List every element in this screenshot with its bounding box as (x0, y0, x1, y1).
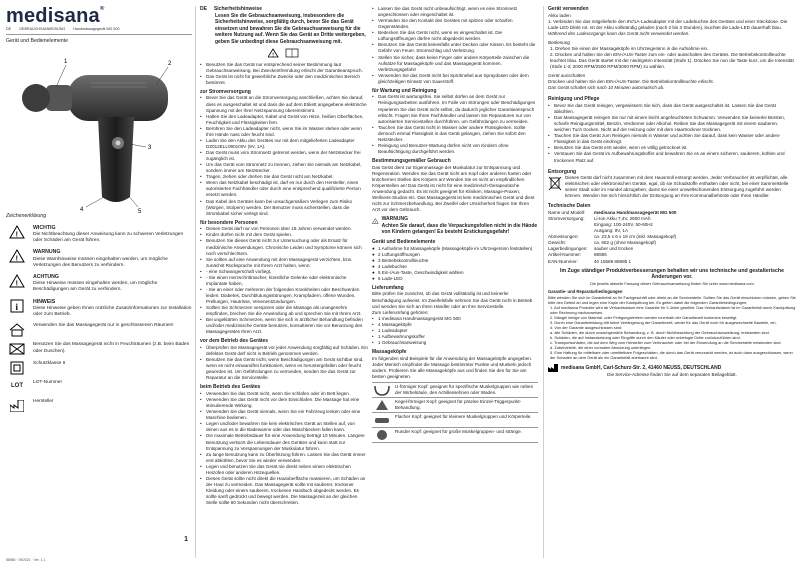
tech-table (548, 210, 796, 265)
list-item-text: Das Massagegerät reinigen Sie nur mit einem leicht angefeuchteten Schwamm. Verwenden Sie keinerlei Bürsten, scharfe Reinigungsmittel, Benzin, Verdünner oder Alkohol. Reiben Sie das Massagegerät mit einem sauberen, weichen Tuch trocken. Nicht auf der Heizung oder mit dem Haartrockner trocknen. (554, 115, 786, 133)
symbol-text: Schutzklasse II (33, 361, 66, 367)
list-item (548, 52, 796, 70)
charge-text: 1. Verbinden Sie das mitgelieferte den 9V/1A-Ladeadapter mit der Ladebuchse des Gerätes und einer Steckdose. Die Lade-LED blinkt rot. Ist der Akku vollständig geladen (nach 2 bis 3 Stunden), leuchtet die Lade-LED dauerhaft blau. (548, 18, 788, 30)
page-number: 1 (184, 535, 188, 543)
list-item-text: 4 Massageköpfe (378, 321, 412, 327)
tech-row (548, 259, 796, 265)
list-item-text: 3 Betriebskontrollleuchte (378, 257, 429, 263)
list-item: • Bevor Sie das Gerät an die Stromversorgung anschließen, achten Sie darauf, dass es ausgeschaltet ist und dass die auf dem Etikett angegebene elektrische Spannung mit der Ihrer Netzspannung übereinstimmt. (200, 95, 367, 113)
disposal-text: Dieses Gerät darf nicht zusammen mit dem Hausmüll entsorgt werden. Jeder Verbraucher ist verpflichtet, alle elektrischen oder elektronischen Geräte, egal, ob sie Schadstoffe enthalten oder nicht, bei einer Sammelstelle seiner Stadt oder im Handel abzugeben, damit sie einer umweltschonenden Entsorgung zugeführt werden können. Wenden Sie sich hinsichtlich der Entsorgung an Ihre Kommunalbehörde oder Ihren Händler. (565, 175, 789, 199)
callout-4: 4 (80, 206, 84, 213)
list-item-text: Zu lange Benutzung kann zu Überhitzung führen. Lassen Sie das Gerät immer erst abkühlen, bevor Sie es wieder verwenden. (206, 451, 366, 463)
cleaning-title: Reinigung und Pflege (548, 96, 600, 103)
list-item: • Legen und/oder bewahren Sie kein elektrisches Gerät an Stellen auf, von denen aus es in die Badewanne oder das Waschbecken fallen kann. (200, 421, 368, 433)
list-item: • Bei ungeklärten Schmerzen, wenn Sie sich in ärztlicher Behandlung befinden und/oder medizinische Geräte benutzen, konsultieren Sie vor Benutzung des Massagegerätes Ihren Arzt. (200, 317, 368, 335)
column-3 (372, 6, 538, 562)
off-note: Das Gerät schaltet sich nach 10 Minuten automatisch ab. (548, 85, 665, 91)
list-item: • Benutzen Sie das Gerät nicht, wenn Beschädigungen am Gerät sichtbar sind, wenn es nicht einwandfrei funktioniert, wenn es heruntergefallen oder feucht geworden ist. Um Gefährdungen zu vermeiden, senden Sie das Gerät zur Reparatur an die Servicestelle. (200, 357, 368, 381)
svg-text:!: ! (272, 51, 274, 58)
list-item-text: 1. Drehen Sie einen der Massageköpfe im Uhrzeigersinn in die Aufnahme ein. (550, 45, 709, 51)
column-1 (6, 6, 192, 562)
list-item: • Berühren Sie den Ladeadapter nicht, wenn Sie im Wasser stehen oder wenn Ihre Hände nass oder feucht sind. (200, 126, 368, 138)
document-type: GEBRAUCHSANWEISUNG (19, 27, 66, 31)
list-item-text: Das Gerät ist nicht für gewerbliche Zwecke oder den medizinischen Bereich bestimmt. (206, 73, 360, 85)
list-item: • Tauchen Sie das Gerät zum Reinigen niemals in Wasser und achten Sie darauf, dass kein Wasser oder andere Flüssigkeit in das Gerät eindringt. (548, 133, 796, 145)
heads-title: Massageköpfe (372, 349, 407, 356)
list-item: • Benutzen Sie das Gerät keinesfalls unter Decken oder Kissen. Es besteht die Gefahr von Feuer, Stromschlag und Verletzung. (372, 42, 538, 54)
list-item-text: - eine Schwangerschaft vorliegt, (206, 268, 272, 274)
list-item: • Tragen, ziehen oder drehen Sie das Gerät nicht am Netzkabel. (200, 174, 334, 180)
controls-list (372, 246, 538, 282)
symbol-item (6, 249, 192, 269)
list-item-text: Bevor Sie das Gerät an die Stromversorgung anschließen, achten Sie darauf, dass es ausgeschaltet ist und dass die auf dem Etikett angegebene elektrische Spannung mit der Ihrer Netzspannung übereinstimmt. (206, 95, 367, 113)
list-item: • Vermeiden Sie den Kontakt des Gerätes mit spitzen oder scharfen Gegenständen. (372, 18, 538, 30)
head-description: Runder Kopf: geeignet für große Muskelgruppen- und stränge. (395, 429, 522, 435)
list-item-text: Tauchen Sie das Gerät zum Reinigen niemals in Wasser und achten Sie darauf, dass kein Wasser oder andere Flüssigkeit in das Gerät eindringt. (554, 133, 780, 145)
warning-sign-icon (6, 249, 28, 263)
safety-title: Sicherheitshinweise (213, 6, 263, 12)
list-item: ● 1 Aufnahme für Massageköpfe (Massageköpfe im Uhrzeigersinn feststellen) (372, 245, 533, 251)
symbol-label: ACHTUNG (33, 274, 59, 280)
list-item: • Sie sollten auf eine Anwendung mit dem Massagegerät verzichten, bzw. zunächst Rücksprache mit Ihrem Arzt halten, wenn: (200, 257, 368, 269)
list-item: • Um das Gerät vom Stromnetz zu trennen, ziehen Sie niemals am Netzkabel, sondern immer am Netzstecker. (200, 162, 368, 174)
warranty-title: Garantie- und Reparaturbedingungen (548, 289, 623, 295)
list-item: • Kinder dürfen nicht mit dem Gerät spielen. (200, 232, 293, 238)
column-2 (200, 6, 368, 562)
manufacturer-icon (548, 364, 558, 372)
list-item-text: 1 Ladeadapter (378, 327, 408, 333)
u-shaped-head-icon (372, 384, 392, 396)
tech-value: Li-Ion Akku 7,4V, 2600 mAh (594, 216, 651, 222)
list-item-text: Lassen Sie das Gerät nicht unbeaufsichtigt, wenn es eine Stromnetz angeschlossen oder eingeschaltet ist. (378, 6, 518, 18)
tech-key: EAN-Nummer: (548, 258, 578, 264)
list-item: • Reinigung und Benutzer-Wartung dürfen nicht von Kindern ohne Beaufsichtigung durchgeführt werden. (372, 143, 538, 155)
list-item: • Zu lange Benutzung kann zu Überhitzung führen. Lassen Sie das Gerät immer erst abkühlen, bevor Sie es wieder verwenden. (200, 452, 368, 464)
list-item-text: Bei ungeklärten Schmerzen, wenn Sie sich in ärztlicher Behandlung befinden und/oder medizinische Geräte benutzen, konsultieren Sie vor Benutzung des Massagegerätes Ihren Arzt. (206, 317, 363, 335)
lot-icon: LOT (11, 383, 23, 390)
list-item: • Dieses Gerät darf nur von Personen über 18 Jahren verwendet werden. (200, 226, 352, 232)
users-list (200, 226, 368, 335)
warranty-intro: Bitte wenden Sie sich im Garantiefall an Ihr Fachgeschäft oder direkt an die Servicestelle. Sollten Sie das Gerät einschicken müssen, geben Sie bitte den Defekt an und legen eine Kopie der Kaufquittung bei. Es gelten dabei die folgenden Garantiebedingungen: (548, 294, 796, 305)
round-head-icon (372, 429, 392, 441)
warranty-list (548, 305, 796, 360)
list-item: • Bedecken Sie das Gerät nicht, wenn es eingeschaltet ist. Die Lüftungsöffnungen dürfen nicht abgedeckt werden. (372, 30, 538, 42)
list-item: • Das Massagegerät reinigen Sie nur mit einem leicht angefeuchteten Schwamm. Verwenden Sie keinerlei Bürsten, scharfe Reinigungsmittel, Benzin, Verdünner oder Alkohol. Reiben Sie das Massagegerät mit einem sauberen, weichen Tuch trocken. Nicht auf der Heizung oder mit dem Haartrockner trocknen. (548, 115, 796, 133)
list-item: ● 6 Lade-LED (372, 275, 403, 281)
operation-subtitle: Bedienung (548, 39, 570, 45)
changes-notice: Im Zuge ständiger Produktverbesserungen behalten wir uns technische und gestalterische Änderungen vor. (560, 267, 784, 281)
symbol-legend (6, 225, 192, 414)
list-item (548, 305, 796, 315)
tech-key: Stromversorgung: (548, 216, 585, 222)
symbol-item (6, 380, 192, 394)
device-handle (98, 117, 134, 202)
svg-text:i: i (15, 301, 19, 312)
manufacturer-address: medisana GmbH, Carl-Schurz-Str. 2, 41460 NEUSS, DEUTSCHLAND (561, 364, 722, 371)
list-item-text: Kinder dürfen nicht mit dem Gerät spielen. (206, 232, 293, 238)
list-item-text: Überprüfen Sie Massagegerät vor jeder Anwendung sorgfältig auf Schäden. Ein defektes Gerät darf nicht in Betrieb genommen werden. (206, 345, 368, 357)
document-subheader (6, 27, 192, 35)
list-item: • Bevor Sie das Gerät reinigen, vergewissern Sie sich, dass das Gerät ausgeschaltet ist. Lassen Sie das Gerät abkühlen. (548, 103, 796, 115)
list-item-text: Das Kabel des Gerätes kann bei unsachgemäßem Verlegen zum Risiko (Würgen, Stolpern) werden. Der Benutzer muss sicherstellen, dass die Stromkabel sicher verlegt sind. (206, 198, 353, 216)
head-description: Kegel-förmiger Kopf: geeignet für präzise Einzel-Triggerpunkt-Behandlung. (395, 399, 522, 411)
head-row (372, 397, 538, 412)
footer-code: 88985 · 09/2021 · Ver. 1.1 (6, 557, 46, 562)
svg-text:!: ! (15, 255, 18, 263)
list-item-text: Sie sollten auf eine Anwendung mit dem Massagegerät verzichten, bzw. zunächst Rücksprache mit Ihrem Arzt halten, wenn: (206, 256, 353, 268)
list-item-text: Dieses Gerät darf nur von Personen über 18 Jahren verwendet werden. (206, 226, 352, 232)
list-item-text: Verwenden Sie das Gerät nicht, wenn Sie schlafen oder im Bett liegen. (206, 391, 351, 396)
symbol-text: Benutzen Sie das Massagegerät nicht in Feuchträumen (z.B. beim Baden oder Duschen). (33, 342, 190, 354)
intended-use-title: Bestimmungsgemäßer Gebrauch (372, 158, 451, 165)
scope-title: Lieferumfang (372, 284, 404, 291)
warning-triangle-icon (372, 216, 379, 226)
list-item-text: Bevor Sie das Gerät reinigen, vergewissern Sie sich, dass das Gerät ausgeschaltet ist. Lassen Sie das Gerät abkühlen. (554, 102, 776, 114)
list-item: • Das Gerät ist wartungsfrei. Sie selbst dürfen an dem Gerät nur Reinigungsarbeiten ausführen. Im Falle von Störungen oder Beschädigungen reparieren Sie das Gerät nicht selbst, da dadurch jeglicher Garantieanspruch erlischt. Fragen Sie Ihren Fachhändler und lassen Sie Reparaturen nur von autorisierten Servicestellen durchführen, um Gefährdungen zu vermeiden. (372, 94, 538, 124)
flat-head-icon (372, 414, 392, 426)
callout-3: 3 (148, 144, 152, 151)
power-section-title: zur Stromversorgung (200, 88, 251, 95)
language-tab: DE (200, 6, 207, 12)
list-item-text: 2. Mängel infolge von Material- oder Fertigungsfehlern werden innerhalb der Garantiezeit kostenlos beseitigt. (550, 314, 738, 320)
head-description: Flacher Kopf: geeignet für kleinere Muskelgruppen und Körperteile. (395, 414, 532, 420)
list-item-text: 5 Ein-/Aus-Taste, Geschwindigkeit wählen (378, 269, 464, 275)
symbols-title: Zeichenerklärung (6, 212, 47, 219)
list-item-text: Wenn das Netzkabel beschädigt ist, darf es nur durch den Hersteller, einen autorisierten Fachhändler oder durch eine entsprechend qualifizierte Person ersetzt werden. (206, 180, 361, 198)
list-item: • Verwenden Sie das Gerät niemals, wenn Sie ein Fahrzeug lenken oder eine Maschine bedienen. (200, 409, 368, 421)
manufacturer-icon (6, 399, 28, 413)
list-item: • Stellen Sie sicher, dass keine Finger oder andere Körperteile zwischen die Aufsätze für Massageköpfe und das Massagegerät kommen. Verletzungsgefahr! (372, 55, 538, 73)
list-item: • Legen und benutzen Sie das Gerät nie direkt neben einem elektrischen Heizofen oder anderen Hitzequellen. (200, 464, 368, 476)
operation-title: Gerät verwenden (548, 6, 589, 12)
scope-list (372, 316, 538, 346)
list-item-text: Halten Sie den Ladeadapter, Kabel und Gerät von Hitze, heißen Oberflächen, Feuchtigkeit und Flüssigkeiten fern. (206, 113, 364, 125)
list-item: • Verstauen Sie das Gerät im Aufbewahrungskoffer und bewahren Sie es an einem sicheren, sauberen, kühlen und trockenen Platz auf. (548, 151, 796, 163)
list-item-text: Benutzen Sie das Gerät erst wieder, wenn es völlig getrocknet ist. (554, 145, 688, 151)
symbol-text: Hersteller (33, 399, 54, 405)
list-item-text: Bedecken Sie das Gerät nicht, wenn es eingeschaltet ist. Die Lüftungsöffnungen dürfen nicht abgedeckt werden. (378, 30, 503, 42)
no-water-icon (6, 342, 28, 356)
safety-general-list (200, 62, 368, 86)
list-item: • Das Gerät ist nicht für gewerbliche Zwecke oder den medizinischen Bereich bestimmt. (200, 74, 368, 86)
tech-key: Gewicht: (548, 240, 566, 246)
indoor-house-icon (6, 323, 28, 337)
list-item: • Verwenden Sie das Gerät nicht bei Sprühnebel aus Spraydosen oder dem gleichzeitigen Einsatz von Sauerstoff. (372, 73, 538, 85)
disposal-title: Entsorgung (548, 168, 577, 175)
column-4 (548, 6, 796, 562)
tech-key: Abmessungen: (548, 234, 579, 240)
list-item-text: Verwenden Sie das Gerät nicht vor dem Einschlafen. Die Massage hat eine stimulierende Wirkung. (206, 397, 360, 409)
warning-sign-icon (6, 274, 28, 288)
callout-2: 2 (168, 60, 172, 67)
list-item-text: Verstauen Sie das Gerät im Aufbewahrungskoffer und bewahren Sie es an einem sicheren, sauberen, kühlen und trockenen Platz auf. (554, 151, 785, 163)
tech-value: sauber und trocken (594, 246, 634, 252)
users-section-title: für besondere Personen (200, 219, 258, 226)
packaging-warning (372, 216, 538, 236)
list-item-text: 1. Auf medisana Produkte wird ab Verkaufsdatum eine Garantie für 3 Jahre gewährt. Das Verkaufsdatum ist im Garantiefall durch Kaufquittung oder Rechnung nachzuweisen. (550, 304, 796, 315)
symbol-item (6, 342, 192, 356)
svg-text:!: ! (374, 221, 376, 225)
heads-table (372, 382, 538, 443)
list-item: ● 2 Lüftungsöffnungen (372, 251, 420, 257)
list-item-text: Stellen Sie sicher, dass keine Finger oder andere Körperteile zwischen die Aufsätze für Massageköpfe und das Massagegerät kommen. Verletzungsgefahr! (378, 54, 530, 72)
list-item-text: - Sie an einer oder mehreren der folgenden Krankheiten oder Beschwerden leiden: Diabetes, Durchblutungsstörungen, Krampfadern, offene Wunden, Prellungen, Hautrisse, Venenentzündungen. (206, 286, 360, 305)
list-item-text: Benutzen Sie das Gerät keinesfalls unter Decken oder Kissen. Es besteht die Gefahr von Feuer, Stromschlag und Verletzung. (378, 42, 536, 54)
symbol-label: WARNUNG (33, 249, 61, 256)
list-item: • Verwenden Sie das Gerät nicht, wenn Sie schlafen oder im Bett liegen. (200, 391, 351, 396)
symbol-item (6, 361, 192, 375)
controls-title: Gerät und Bedienelemente (372, 238, 436, 245)
list-item-text: 3. Durch eine Garantieleistung tritt keine Verlängerung der Garantiezeit, weder für das Gerät noch für ausgewechselte Bauteile, ein. (550, 319, 777, 325)
brand-logo: medisana® (6, 6, 105, 27)
info-icon (6, 299, 28, 313)
charge-note: Während des Ladevorgangs kann das Gerät nicht verwendet werden. (548, 30, 690, 36)
device-list (200, 345, 368, 381)
list-item: • 4 Massageköpfe (372, 321, 412, 327)
protection-class-icon (6, 361, 28, 375)
list-item: • - Sie einen Herzschrittmacher, künstliche Gelenke oder elektronische Implantate haben, (200, 275, 368, 287)
list-item-text: 4 Ladebuchse (378, 263, 407, 269)
symbol-text: Die Nichtbeachtung dieser Anweisung kann zu schweren Verletzungen oder Schäden am Gerät führen. (33, 231, 184, 244)
tech-value: 40 15588 88985 1 (594, 258, 632, 264)
power-list (200, 95, 368, 216)
list-item: ● 4 Ladebuchse (372, 263, 407, 269)
tech-value: ca. 682 g (ohne Massagekopf) (594, 240, 657, 246)
scope-intro: Bitte prüfen Sie zunächst, ob das Gerät vollständig ist und keinerlei Beschädigung aufweist. Im Zweifelsfalle nehmen Sie das Gerät nicht in Betrieb und wenden Sie sich an Ihren Händler oder an Ihre Servicestelle. (372, 291, 533, 309)
list-item: • Überprüfen Sie Massagegerät vor jeder Anwendung sorgfältig auf Schäden. Ein defektes Gerät darf nicht in Betrieb genommen werden. (200, 345, 368, 357)
cleaning-list (548, 103, 796, 164)
list-item-text: Benutzen Sie dieses Gerät nicht zur Untersuchung oder als Ersatz für medizinische Anwendungen. Chronische Leiden und Symptome können sich noch verschlechtern. (206, 238, 362, 256)
tech-value: Ausgang: 9V, 1A (594, 228, 629, 234)
list-item-text: Benutzen Sie das Gerät nur entsprechend seiner Bestimmung laut Gebrauchsanweisung. Bei Zweckentfremdung erlischt der Garantieanspruch. (206, 61, 363, 73)
list-item: • Sollten Sie Schmerzen verspüren oder die Massage als unangenehm empfinden, brechen Sie die Anwendung ab und sprechen Sie mit Ihrem Arzt. (200, 305, 368, 317)
list-item-text: Sollten Sie Schmerzen verspüren oder die Massage als unangenehm empfinden, brechen Sie die Anwendung ab und sprechen Sie mit Ihrem Arzt. (206, 305, 362, 317)
list-item-text: Laden Sie den Akku des Gerätes nur mit dem mitgelieferten Ladeadapter DZ012ELL090100V (9V, 1A). (206, 137, 355, 149)
list-item-text: 2 Lüftungsöffnungen (378, 251, 420, 257)
list-item-text: 1 Aufnahme für Massageköpfe (Massageköpfe im Uhrzeigersinn feststellen) (378, 245, 533, 251)
head-description: U-förmiger Kopf: geeignet für spezifische Muskelgruppen wie neben der Wirbelsäule, den Achillessehnen oder Waden. (395, 383, 534, 395)
column-divider (195, 6, 196, 558)
safety-intro: Lesen Sie die Gebrauchsanweisung, insbesondere die Sicherheitshinweise, sorgfältig durch, bevor Sie das Gerät einsetzen und bewahren Sie die Gebrauchsanweisung für die weitere Nutzung auf. Wenn Sie das Gerät an Dritte weitergeben, geben Sie unbedingt diese Gebrauchsanweisung mit. (215, 12, 366, 45)
symbol-item (6, 399, 192, 413)
list-item-text: Verwenden Sie das Gerät niemals, wenn Sie ein Fahrzeug lenken oder eine Maschine bedienen. (206, 409, 361, 421)
list-item: • Halten Sie den Ladeadapter, Kabel und Gerät von Hitze, heißen Oberflächen, Feuchtigkeit und Flüssigkeiten fern. (200, 114, 368, 126)
list-item-text: a. alle Schäden, die durch unsachgemäße Behandlung, z. B. durch Nichtbeachtung der Gebrauchsanweisung, entstanden sind. (550, 329, 770, 335)
list-item-text: Tauchen Sie das Gerät nicht in Wasser oder andere Flüssigkeiten. Sollte dennoch einmal Flüssigkeit in das Gerät gelangen, ziehen Sie sofort den Netzstecker. (378, 124, 526, 142)
warning-sign-icon (6, 225, 28, 239)
list-item-text: Reinigung und Benutzer-Wartung dürfen nicht von Kindern ohne Beaufsichtigung durchgeführt werden. (378, 142, 509, 154)
use-list (200, 391, 368, 506)
tech-key: Name und Modell: (548, 210, 586, 215)
list-item-text: d. Zubehörteile, die einer normalen Abnutzung unterliegen. (550, 344, 652, 350)
callout-5: 5 (138, 208, 142, 215)
symbol-item (6, 274, 192, 294)
symbol-text: Diese Warnhinweise müssen eingehalten werden, um mögliche Verletzungen des Benutzers zu verhindern. (33, 256, 168, 268)
list-item-text: Das Gerät muss vom Stromnetz getrennt werden, wenn der Netzstecker frei zugänglich ist. (206, 150, 361, 162)
scope-lead: Zum Lieferumfang gehören: (372, 309, 429, 315)
charge-subtitle: Akku laden (548, 12, 571, 18)
list-item: • 1 Gebrauchsanweisung (372, 339, 427, 345)
service-address-note: Die Service-Adresse finden Sie auf dem separaten Beilageblatt. (607, 371, 737, 377)
symbol-item (6, 299, 192, 319)
list-item-text: Berühren Sie den Ladeadapter nicht, wenn Sie im Wasser stehen oder wenn Ihre Hände nass oder feucht sind. (206, 125, 362, 137)
list-item-text: 6 Lade-LED (378, 275, 403, 281)
list-item-text: Die maximale Betriebsdauer für eine Anwendung beträgt 10 Minuten. Längere Benutzung verkürzt die Lebensdauer des Gerätes und kann statt zur Entspannung zu Verspannungen der Muskulatur führen. (206, 433, 365, 451)
svg-text:!: ! (15, 280, 18, 288)
list-item: • Die maximale Betriebsdauer für eine Anwendung beträgt 10 Minuten. Längere Benutzung verkürzt die Lebensdauer des Gerätes und kann statt zur Entspannung zu Verspannungen der Muskulatur führen. (200, 433, 368, 451)
safety-icons (200, 48, 368, 60)
symbol-item (6, 323, 192, 337)
list-item: • Laden Sie den Akku des Gerätes nur mit dem mitgelieferten Ladeadapter DZ012ELL090100V (9V, 1A). (200, 138, 368, 150)
tech-title: Technische Daten (548, 203, 591, 210)
list-item: ● 3 Betriebskontrollleuchte (372, 257, 429, 263)
list-item: • Lassen Sie das Gerät nicht unbeaufsichtigt, wenn es eine Stromnetz angeschlossen oder eingeschaltet ist. (372, 6, 538, 18)
list-item-text: Dieses Gerät sollte nicht direkt die Hautoberfläche massieren, um Schäden an der Haut zu vermeiden. Das Massagegerät sollte mit sauberer, trockener Kleidung oder einem sauberen, trockenen Handtuch abgedeckt werden. Es sollte sanft gedrückt und bewegt werden. Die Massagezeit an der gleichen Stelle sollte 60 Sekunden nicht überschreiten. (206, 475, 366, 506)
crossed-bin-icon (548, 175, 562, 191)
list-item-text: Um das Gerät vom Stromnetz zu trennen, ziehen Sie niemals am Netzkabel, sondern immer am Netzstecker. (206, 162, 362, 174)
list-item-text: c. Transportschäden, die auf dem Weg vom Hersteller zum Verbraucher oder bei der Einsendung an die Servicestelle entstanden sind. (550, 339, 782, 345)
off-subtitle: Gerät ausschalten (548, 73, 586, 79)
device-figure (6, 47, 192, 217)
list-item-text: Legen und/oder bewahren Sie kein elektrisches Gerät an Stellen auf, von denen aus es in die Badewanne oder das Waschbecken fallen kann. (206, 421, 355, 433)
symbol-label: HINWEIS (33, 298, 56, 305)
list-item: • - Sie an einer oder mehreren der folgenden Krankheiten oder Beschwerden leiden: Diabetes, Durchblutungsstörungen, Krampfadern, offene Wunden, Prellungen, Hautrisse, Venenentzündungen. (200, 287, 368, 305)
off-text: Drücken und halten Sie den EIN-/AUS-Taster. Die Betriebskontrollleuchte erlischt. (548, 79, 714, 85)
list-item-text: Das Gerät ist wartungsfrei. Sie selbst dürfen an dem Gerät nur Reinigungsarbeiten ausführen. Im Falle von Störungen oder Beschädigungen reparieren Sie das Gerät nicht selbst, da dadurch jeglicher Garantieanspruch erlischt. Fragen Sie Ihren Fachhändler und lassen Sie Reparaturen nur von autorisierten Servicestellen durchführen, um Gefährdungen zu vermeiden. (378, 94, 536, 124)
head-row (372, 427, 538, 443)
list-item: • Benutzen Sie dieses Gerät nicht zur Untersuchung oder als Ersatz für medizinische Anwendungen. Chronische Leiden und Symptome können sich noch verschlechtern. (200, 238, 368, 256)
list-item-text: - Sie einen Herzschrittmacher, künstliche Gelenke oder elektronische Implantate haben, (206, 274, 347, 286)
list-item-text: Tragen, ziehen oder drehen Sie das Gerät nicht am Netzkabel. (206, 174, 334, 180)
disposal-block (548, 175, 796, 199)
warning-label: WARNUNG (381, 216, 408, 223)
device-section-title: vor dem Betrieb des Gerätes (200, 338, 269, 345)
symbol-text: Diese Hinweise geben Ihnen nützliche Zusatzinformationen zur Installation oder zum Betrieb. (33, 305, 192, 318)
symbol-text: LOT-Nummer (33, 380, 63, 386)
list-item-text: 1 Gebrauchsanweisung (378, 339, 427, 345)
product-name: Handmassagegerät MG 500 (73, 27, 120, 31)
list-item: • Tauchen Sie das Gerät nicht in Wasser oder andere Flüssigkeiten. Sollte dennoch einmal Flüssigkeit in das Gerät gelangen, ziehen Sie sofort den Netzstecker. (372, 125, 538, 143)
list-item-text: 5. Eine Haftung für mittelbare oder unmittelbare Folgeschäden, die durch das Gerät verursacht werden, ist auch dann ausgeschlossen, wenn der Schaden an dem Gerät als ein Garantiefall anerkannt wird. (550, 349, 793, 360)
massage-head (22, 84, 50, 112)
tech-value: medisana Handmassagegerät MG 500 (594, 210, 677, 215)
cone-head-icon (372, 399, 392, 411)
callout-1: 1 (64, 58, 68, 65)
list-item: • Verwenden Sie das Gerät nicht vor dem Einschlafen. Die Massage hat eine stimulierende Wirkung. (200, 397, 368, 409)
symbol-item (6, 225, 192, 245)
tech-value: 88985 (594, 252, 607, 258)
warning-text: Achten Sie darauf, dass die Verpackungsfolien nicht in die Hände von Kindern gelangen! Es besteht Erstickungsgefahr! (381, 222, 538, 236)
list-item-text: 2. Drücken und halten Sie den EIN-/AUS-Taster zum ein- oder ausschalten des Gerätes. Die Betriebskontrollleuchte leuchtet blau. Das Gerät startet mit der niedrigsten Intensität (Stufe 1). Drücken Sie nun die Taste kurz, um die Intensität (Stufe 1-3; 2000 RPM/2500 RPM/3000 RPM) zu wählen. (550, 51, 794, 70)
figure-title: Gerät und Bedienelemente (6, 37, 69, 44)
list-item: • - eine Schwangerschaft vorliegt, (200, 268, 272, 274)
list-item-text: b. Schäden, die auf Instandsetzung oder Eingriffe durch den Käufer oder unbefugte Dritte zurückzuführen sind. (550, 334, 741, 340)
use-section-title: beim Betrieb des Gerätes (200, 384, 261, 391)
tech-key: Artikel-Nummer: (548, 252, 582, 258)
list-item-text: 4. Von der Garantie ausgeschlossen sind: (550, 324, 623, 330)
head-row (372, 412, 538, 427)
tech-value: Eingang: 100-240V, 50-60Hz (594, 222, 653, 228)
language-code: DE (6, 27, 12, 31)
symbol-text: Verwenden Sie das Massagegerät nur in geschlossenen Räumen! (33, 323, 174, 329)
list-item-text: 1 Aufbewahrungskoffer (378, 333, 425, 339)
list-item: • Wenn das Netzkabel beschädigt ist, darf es nur durch den Hersteller, einen autorisierten Fachhändler oder durch eine entsprechend qualifizierte Person ersetzt werden. (200, 180, 368, 198)
tech-value: ca. 23,5 x 6 x 19 cm (inkl. Massagekopf) (594, 234, 677, 240)
tech-key: Lagerbedingungen: (548, 246, 588, 252)
list-item (548, 350, 796, 360)
list-item: • Das Kabel des Gerätes kann bei unsachgemäßem Verlegen zum Risiko (Würgen, Stolpern) werden. Der Benutzer muss sicherstellen, dass die Stromkabel sicher verlegt sind. (200, 199, 368, 217)
massage-gun-illustration (6, 47, 192, 217)
list-item: • 1 Aufbewahrungskoffer (372, 333, 425, 339)
symbol-text: Diese Hinweise müssen eingehalten werden, um mögliche Beschädigungen am Gerät zu verhindern. (33, 281, 158, 293)
device-body (68, 75, 168, 121)
safety-continued-list (372, 6, 538, 85)
list-item: • Das Gerät muss vom Stromnetz getrennt werden, wenn der Netzstecker frei zugänglich ist. (200, 150, 368, 162)
list-item: ● 5 Ein-/Aus-Taste, Geschwindigkeit wählen (372, 269, 464, 275)
list-item: • Benutzen Sie das Gerät nur entsprechend seiner Bestimmung laut Gebrauchsanweisung. Bei Zweckentfremdung erlischt der Garantieanspruch. (200, 62, 368, 74)
maintenance-title: für Wartung und Reinigung (372, 87, 437, 94)
list-item-text: 1 medisana Handmassagegerät MG 500 (378, 315, 461, 321)
list-item: • 1 medisana Handmassagegerät MG 500 (372, 315, 461, 321)
changes-subnotice: Die jeweils aktuelle Fassung dieser Gebrauchsanweisung finden Sie unter www.medisana.com (590, 281, 754, 287)
list-item: • Dieses Gerät sollte nicht direkt die Hautoberfläche massieren, um Schäden an der Haut zu vermeiden. Das Massagegerät sollte mit sauberer, trockener Kleidung oder einem sauberen, trockenen Handtuch abgedeckt werden. Es sollte sanft gedrückt und bewegt werden. Die Massagezeit an der gleichen Stelle sollte 60 Sekunden nicht überschreiten. (200, 476, 368, 506)
list-item-text: Legen und benutzen Sie das Gerät nie direkt neben einem elektrischen Heizofen oder anderen Hitzequellen. (206, 463, 351, 475)
intended-use-text: Das Gerät dient zur Eigenmassage der Muskulatur zur Entspannung und Regeneration. Wenden Sie das Gerät nicht am Kopf oder anderen harten oder knöchernen Stellen des Körpers an! Wenden Sie es nicht an empfindlichen Körperstellen an! Das Gerät ist nicht für eine medizinisch-therapeutische Anwendung gedacht. Es ist nicht geeignet für Kliniken, Massage-Praxen, Wellness-Studios etc. Das Massagegerät ist kein medizinisches Gerät und dient nicht zur Schmerzbehandlung. Bei Zweifel oder Unsicherheit fragen Sie Ihren Arzt vor dem Gebrauch. (372, 164, 535, 213)
list-item-text: Verwenden Sie das Gerät nicht bei Sprühnebel aus Spraydosen oder dem gleichzeitigen Einsatz von Sauerstoff. (378, 72, 529, 84)
operation-steps (548, 46, 796, 70)
list-item: • Benutzen Sie das Gerät erst wieder, wenn es völlig getrocknet ist. (548, 145, 688, 151)
address-block (548, 364, 796, 372)
symbol-label: WICHTIG (33, 224, 56, 231)
head-row (372, 382, 538, 397)
column-divider (543, 6, 544, 558)
maintenance-list (372, 94, 538, 155)
svg-text:!: ! (15, 231, 18, 239)
heads-intro: Im folgenden sind Beispiele für die Anwendung der Massageköpfe angegeben. Jeder Mensch empfindet die Massage bestimmter Punkte und Muskeln jedoch anders. Probieren Sie alle Massageköpfe aus und finden Sie den für Sie am besten geeigneten. (372, 355, 533, 379)
list-item-text: Vermeiden Sie den Kontakt des Gerätes mit spitzen oder scharfen Gegenständen. (378, 18, 513, 30)
list-item-text: Benutzen Sie das Gerät nicht, wenn Beschädigungen am Gerät sichtbar sind, wenn es nicht einwandfrei funktioniert, wenn es heruntergefallen oder feucht geworden ist. Um Gefährdungen zu vermeiden, senden Sie das Gerät zur Reparatur an die Servicestelle. (206, 357, 364, 381)
list-item: • 1 Ladeadapter (372, 327, 408, 333)
